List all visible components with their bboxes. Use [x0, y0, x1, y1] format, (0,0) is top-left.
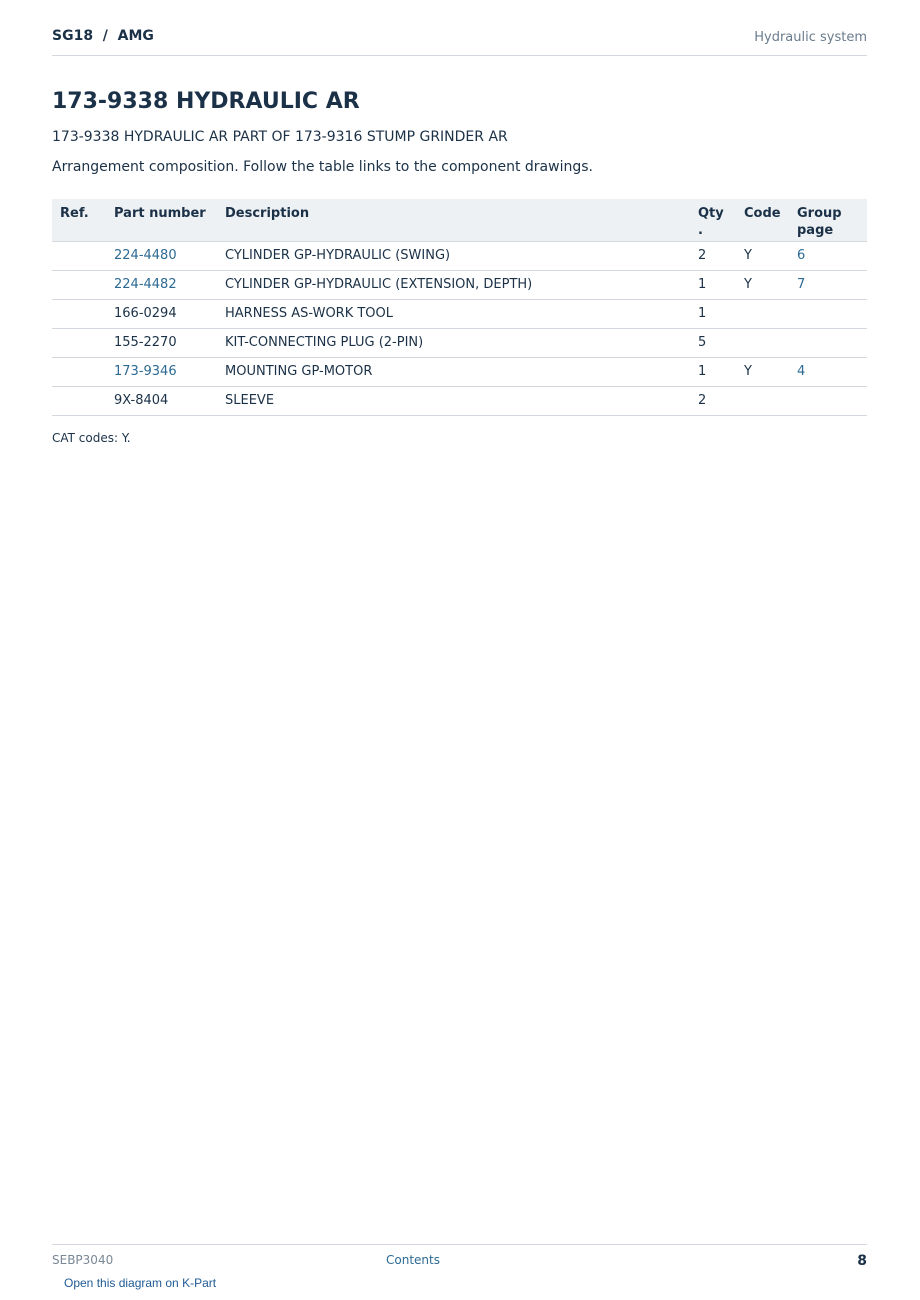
- cell-part-number: 155-2270: [106, 328, 217, 357]
- group-page-link[interactable]: 6: [789, 241, 867, 270]
- column-header-description: Description: [217, 199, 690, 241]
- column-header-code: Code: [736, 199, 789, 241]
- cell-description: CYLINDER GP-HYDRAULIC (SWING): [217, 241, 690, 270]
- cell-qty: 5: [690, 328, 736, 357]
- cell-ref: [52, 299, 106, 328]
- column-header-group-page: Group page: [789, 199, 867, 241]
- group-page-link[interactable]: 7: [789, 270, 867, 299]
- cell-description: MOUNTING GP-MOTOR: [217, 357, 690, 386]
- cell-code: Y: [736, 357, 789, 386]
- cell-description: KIT-CONNECTING PLUG (2-PIN): [217, 328, 690, 357]
- table-row: [52, 241, 867, 270]
- section-name: Hydraulic system: [754, 30, 867, 45]
- cell-group-page: [789, 328, 867, 357]
- column-header-part-number: Part number: [106, 199, 217, 241]
- table-row: [52, 357, 867, 386]
- cell-code: [736, 386, 789, 415]
- page-footer: [52, 1244, 867, 1275]
- cell-ref: [52, 386, 106, 415]
- cell-group-page: [789, 299, 867, 328]
- cell-ref: [52, 241, 106, 270]
- document-code: SEBP3040: [52, 1253, 114, 1267]
- part-number-link[interactable]: 173-9346: [106, 357, 217, 386]
- contents-link[interactable]: Contents: [386, 1253, 440, 1267]
- cell-description: HARNESS AS-WORK TOOL: [217, 299, 690, 328]
- table-row: [52, 270, 867, 299]
- intro-text: Arrangement composition. Follow the table links to the component drawings.: [52, 159, 593, 175]
- cell-qty: 2: [690, 386, 736, 415]
- column-header-ref: Ref.: [52, 199, 106, 241]
- cell-ref: [52, 270, 106, 299]
- cell-qty: 2: [690, 241, 736, 270]
- cell-ref: [52, 357, 106, 386]
- cell-code: [736, 328, 789, 357]
- cell-description: SLEEVE: [217, 386, 690, 415]
- part-number-link[interactable]: 224-4480: [106, 241, 217, 270]
- cell-qty: 1: [690, 270, 736, 299]
- cell-ref: [52, 328, 106, 357]
- cell-code: Y: [736, 241, 789, 270]
- page-number: 8: [857, 1253, 867, 1269]
- cell-code: Y: [736, 270, 789, 299]
- page-subtitle: 173-9338 HYDRAULIC AR PART OF 173-9316 STUMP GRINDER AR: [52, 129, 508, 145]
- cell-part-number: 166-0294: [106, 299, 217, 328]
- cell-code: [736, 299, 789, 328]
- cell-qty: 1: [690, 299, 736, 328]
- cell-part-number: 9X-8404: [106, 386, 217, 415]
- part-number-link[interactable]: 224-4482: [106, 270, 217, 299]
- cat-codes-note: CAT codes: Y.: [52, 431, 131, 445]
- page-title: 173-9338 HYDRAULIC AR: [52, 89, 360, 114]
- table-header-row: [52, 199, 867, 241]
- group-page-link[interactable]: 4: [789, 357, 867, 386]
- cell-group-page: [789, 386, 867, 415]
- breadcrumb: SG18 / AMG: [52, 28, 154, 44]
- column-header-qty: Qty .: [690, 199, 736, 241]
- table-row: [52, 386, 867, 415]
- table-row: [52, 299, 867, 328]
- cell-qty: 1: [690, 357, 736, 386]
- kpart-diagram-link[interactable]: Open this diagram on K-Part: [64, 1276, 217, 1290]
- cell-description: CYLINDER GP-HYDRAULIC (EXTENSION, DEPTH): [217, 270, 690, 299]
- page-header: [52, 28, 867, 56]
- table-row: [52, 328, 867, 357]
- parts-table: [52, 199, 867, 416]
